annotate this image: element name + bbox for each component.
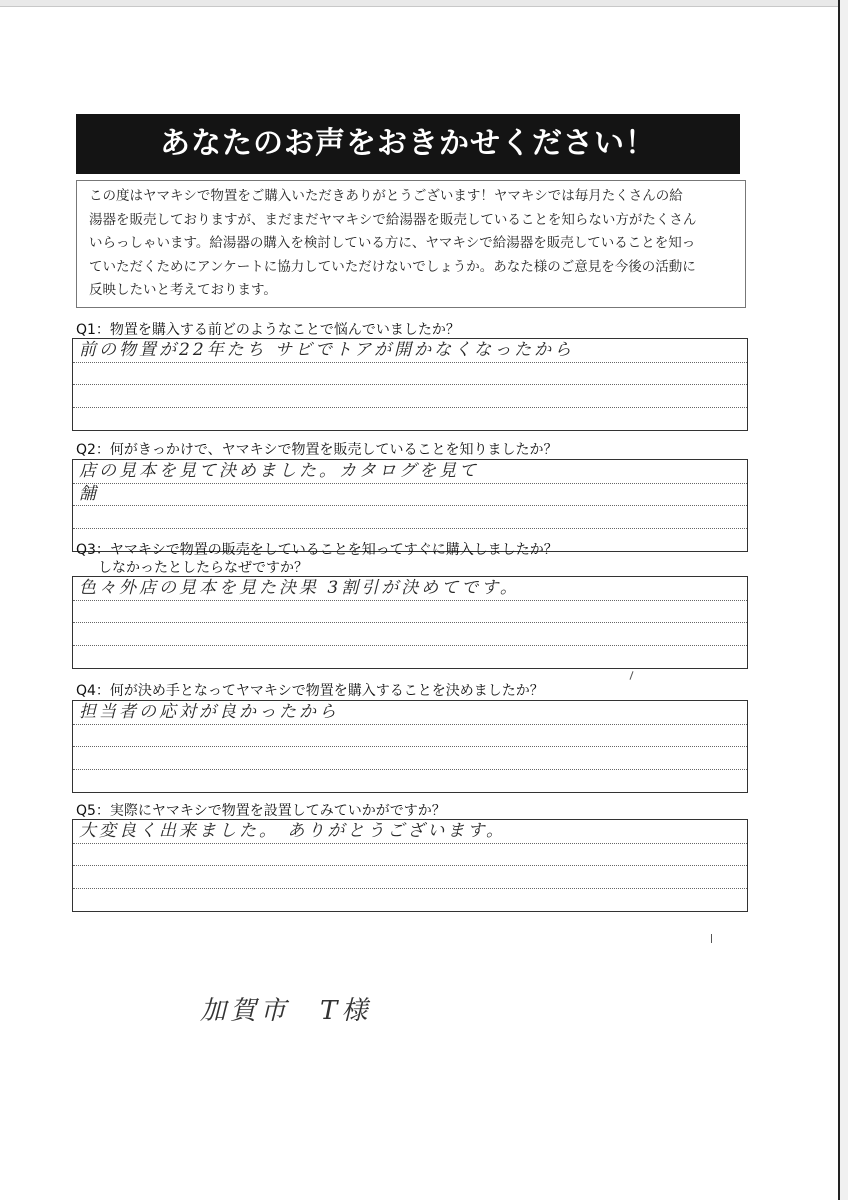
intro-line: この度はヤマキシで物置をご購入いただきありがとうございます！ヤマキシでは毎月たくさんの給 (89, 188, 683, 204)
answer-line: 色々外店の見本を見た決果 3割引が決めてです。 (79, 578, 520, 598)
ruled-line (73, 645, 747, 646)
question-4-text: Q4：何が決め手となってヤマキシで物置を購入することを決めましたか？ (76, 683, 544, 699)
intro-line: 反映したいと考えております。 (89, 282, 277, 299)
intro-line: 湯器を販売しておりますが、まだまだヤマキシで給湯器を販売していることを知らない方がたくさん (89, 211, 697, 228)
question-5-label (76, 802, 446, 820)
scan-edge-top (0, 0, 848, 7)
respondent-signature: 加賀市 T様 (200, 996, 372, 1026)
question-3-label (76, 541, 558, 577)
question-3-subtext: しなかったとしたらなぜですか？ (98, 560, 308, 576)
answer-box-q1[interactable] (72, 338, 748, 431)
question-5-text: Q5：実際にヤマキシで物置を設置してみていかがですか？ (76, 803, 446, 819)
ruled-line (73, 843, 747, 844)
intro-line: いらっしゃいます。給湯器の購入を検討している方に、ヤマキシで給湯器を販売していることを知っ (89, 235, 696, 252)
answer-line: 大変良く出来ました。 ありがとうございます。 (79, 821, 507, 841)
intro-text-box (76, 180, 746, 308)
answer-q1-handwriting (79, 339, 741, 362)
answer-line: 担当者の応対が良かったから (79, 702, 339, 722)
answer-q2-handwriting (79, 460, 741, 506)
answer-box-q3[interactable] (72, 576, 748, 669)
answer-box-q5[interactable] (72, 819, 748, 912)
question-2-label (76, 441, 558, 459)
answer-q5-handwriting (79, 820, 741, 843)
answer-box-q4[interactable] (72, 700, 748, 793)
intro-line: ていただくためにアンケートに協力していただけないでしょうか。あなた様のご意見を今後の活動に (89, 258, 696, 275)
scan-edge-right (838, 0, 848, 1200)
answer-q4-handwriting (79, 701, 741, 724)
ruled-line (73, 746, 747, 747)
ruled-line (73, 724, 747, 725)
ruled-line (73, 865, 747, 866)
page-title: あなたのお声をおきかせください！ (76, 114, 740, 174)
question-4-label (76, 682, 544, 700)
answer-line: 舗 (79, 484, 99, 504)
question-1-text: Q1：物置を購入する前どのようなことで悩んでいましたか？ (76, 322, 460, 338)
answer-box-q2[interactable] (72, 459, 748, 552)
ruled-line (73, 407, 747, 408)
ruled-line (73, 888, 747, 889)
ruled-line (73, 528, 747, 529)
question-3-text: Q3：ヤマキシで物置の販売をしていることを知ってすぐに購入しましたか？ (76, 542, 558, 558)
question-2-text: Q2：何がきっかけで、ヤマキシで物置を販売していることを知りましたか？ (76, 442, 558, 458)
ruled-line (73, 769, 747, 770)
ruled-line (73, 622, 747, 623)
answer-q3-handwriting (79, 577, 741, 600)
answer-line: 店の見本を見て決めました。カタログを見て (79, 461, 479, 481)
stray-pen-mark (629, 671, 633, 680)
ruled-line (73, 384, 747, 385)
answer-line: 前の物置が22年たち サビでトアが開かなくなったから (79, 340, 575, 360)
ruled-line (73, 600, 747, 601)
ruled-line (73, 362, 747, 363)
stray-pen-mark (711, 934, 712, 943)
question-1-label (76, 321, 460, 339)
